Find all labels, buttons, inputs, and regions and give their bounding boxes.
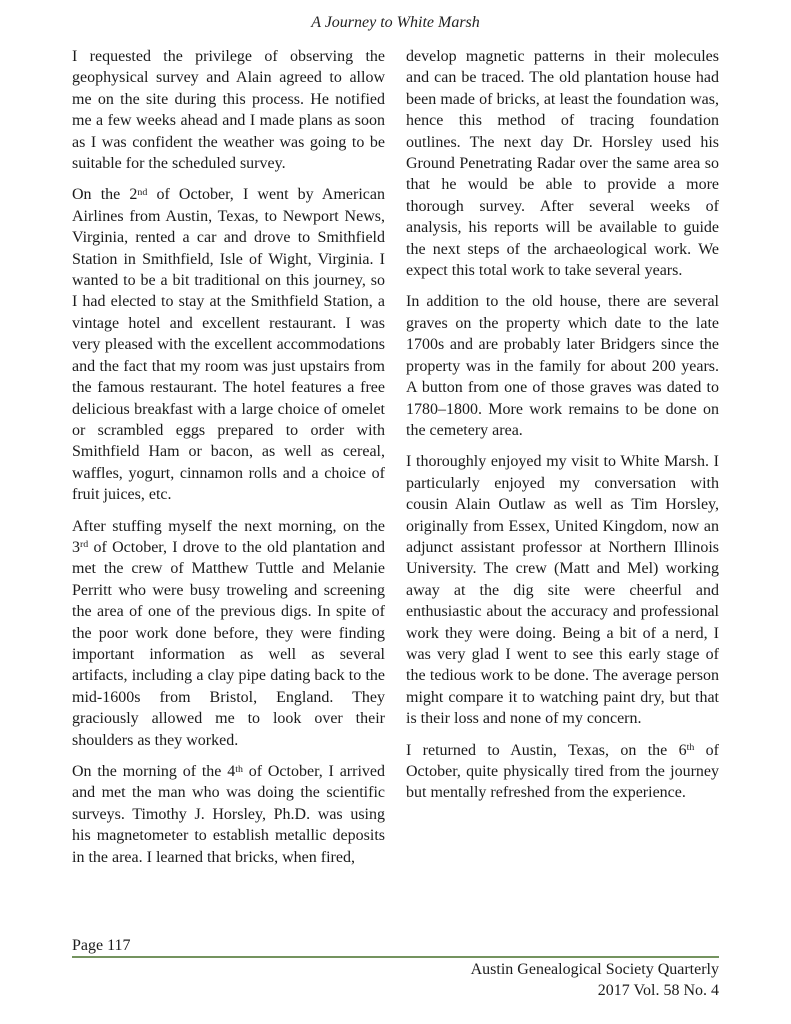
left-column: [72, 46, 385, 878]
right-column: [406, 46, 719, 878]
paragraph: I thoroughly enjoyed my visit to White Marsh. I particularly enjoyed my conversation with cousin Alain Outlaw as well as Tim Horsley, originally from Essex, United Kingdom, now an adjunct assistant professor at Northern Illinois University. The crew (Matt and Mel) working away at the dig site were cheerful and enthusiastic about the accuracy and professional work they were doing. Being a bit of a nerd, I was very glad I went to see this early stage of the tedious work to be done. The average person might compare it to watching paint dry, but that is their loss and none of my concern.: [406, 453, 719, 728]
ordinal-superscript: th: [686, 742, 695, 754]
page-number: Page 117: [72, 937, 131, 954]
paragraph: On the 2nd of October, I went by American Airlines from Austin, Texas, to Newport News, Virginia, rented a car and drove to Smithfield Station in Smithfield, Isle of Wight, Virginia. I wanted to be a bit traditional on this journey, so I had elected to stay at the Smithfield Station, a vintage hotel and excellent restaurant. I was very pleased with the excellent accommodations and the fact that my room was just upstairs from the famous restaurant. The hotel features a free delicious breakfast with a large choice of omelet or scrambled eggs prepared to order with Smithfield Ham or bacon, as well as cereal, waffles, yogurt, cinnamon rolls and a choice of fruit juices, etc.: [72, 186, 385, 504]
article-title: A Journey to White Marsh: [311, 14, 480, 31]
ordinal-superscript: rd: [80, 539, 89, 551]
paragraph: In addition to the old house, there are several graves on the property which date to the late 1700s and are probably later Bridgers since the property was in the family for about 200 years. A button from one of those graves was dated to 1780–1800. More work remains to be done on the cemetery area.: [406, 293, 719, 439]
article-body: [72, 46, 719, 878]
paragraph: After stuffing myself the next morning, on the 3rd of October, I drove to the old plantation and met the crew of Matthew Tuttle and Melanie Perritt who were busy troweling and screening the area of one of the previous digs. In spite of the poor work done before, they were finding important information as well as several artifacts, including a clay pipe dating back to the mid-1600s from Bristol, England. They graciously allowed me to look over their shoulders as they worked.: [72, 517, 385, 749]
paragraph: I returned to Austin, Texas, on the 6th of October, quite physically tired from the journey but mentally refreshed from the experience.: [406, 741, 719, 802]
paragraph: develop magnetic patterns in their molecules and can be traced. The old plantation house had been made of bricks, at least the foundation was, hence this method of tracing foundation outlines. The next day Dr. Horsley used his Ground Penetrating Radar over the same area so that he would be able to provide a more thorough survey. After several weeks of analysis, his reports will be available to guide the next steps of the archaeological work. We expect this total work to take several years.: [406, 48, 719, 280]
issue-info: 2017 Vol. 58 No. 4: [597, 982, 719, 999]
ordinal-superscript: th: [235, 763, 243, 775]
footer-rule: [72, 956, 719, 958]
paragraph: I requested the privilege of observing the geophysical survey and Alain agreed to allow me on the site during this process. He notified me a few weeks ahead and I made plans as soon as I was confident the weather was going to be suitable for the scheduled survey.: [72, 48, 385, 173]
paragraph: On the morning of the 4th of October, I arrived and met the man who was doing the scientific surveys. Timothy J. Horsley, Ph.D. was using his magnetometer to establish metallic deposits in the area. I learned that bricks, when fired,: [72, 763, 385, 866]
ordinal-superscript: nd: [137, 186, 148, 198]
journal-name: Austin Genealogical Society Quarterly: [470, 961, 719, 978]
